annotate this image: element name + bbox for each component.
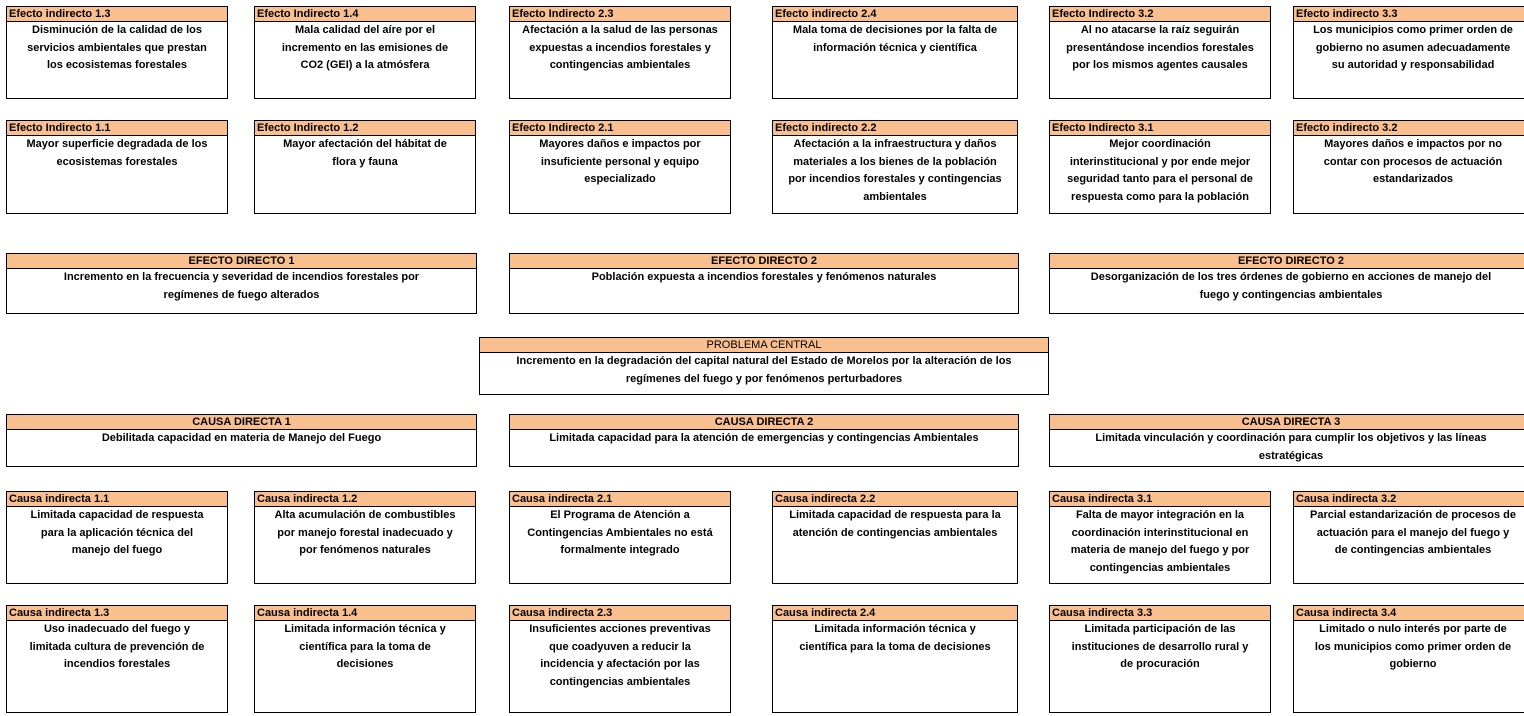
- box-text: Población expuesta a incendios forestales y fenómenos naturales: [591, 271, 937, 283]
- causa-indirecta-3-2-box: [1293, 491, 1524, 584]
- box-text: Disminución de la calidad de los servicios ambientales que prestan los ecosistemas forestales: [27, 24, 207, 71]
- box-text: Mayor superficie degradada de los ecosistemas forestales: [26, 138, 208, 168]
- box-title: Causa indirecta 1.2: [255, 492, 475, 507]
- efecto-directo-2-box: [509, 253, 1019, 314]
- box-text: Limitada información técnica y científica para la toma de decisiones: [799, 623, 991, 653]
- box-text: Limitada capacidad para la atención de emergencias y contingencias Ambientales: [549, 432, 979, 444]
- box-title: Causa indirecta 2.3: [510, 606, 730, 621]
- box-title: EFECTO DIRECTO 2: [1050, 254, 1524, 269]
- efecto-indirecto-3-2-box: [1049, 6, 1271, 99]
- box-text: Limitada capacidad de respuesta para la atención de contingencias ambientales: [789, 509, 1001, 539]
- box-text: Mayor afectación del hábitat de flora y fauna: [283, 138, 447, 168]
- box-title: Causa indirecta 3.2: [1294, 492, 1524, 507]
- box-text: Los municipios como primer orden de gobierno no asumen adecuadamente su autoridad y responsabilidad: [1313, 24, 1513, 71]
- box-text: Desorganización de los tres órdenes de gobierno en acciones de manejo del fuego y contingencias ambientales: [1090, 271, 1492, 301]
- box-title: Efecto Indirecto 1.2: [255, 121, 475, 136]
- box-text: Mala calidad del aíre por el incremento en las emisiones de CO2 (GEI) a la atmósfera: [281, 24, 449, 71]
- box-title: Causa indirecta 3.3: [1050, 606, 1270, 621]
- box-text: Debilitada capacidad en materia de Manejo del Fuego: [101, 432, 382, 444]
- causa-indirecta-2-1-box: [509, 491, 731, 584]
- box-title: PROBLEMA CENTRAL: [480, 338, 1048, 353]
- efecto-indirecto-3-1-box: [1049, 120, 1271, 214]
- efecto-indirecto-1-3-box: [6, 6, 228, 99]
- box-text: Incremento en la frecuencia y severidad de incendios forestales por regímenes de fuego alterados: [63, 271, 420, 301]
- causa-indirecta-1-2-box: [254, 491, 476, 584]
- box-title: Causa indirecta 1.3: [7, 606, 227, 621]
- problema-central-box: [479, 337, 1049, 395]
- box-title: CAUSA DIRECTA 3: [1050, 415, 1524, 430]
- box-text: Mayores daños e impactos por insuficiente personal y equipo especializado: [539, 138, 701, 185]
- box-title: Causa indirecta 1.4: [255, 606, 475, 621]
- box-title: Efecto indirecto 1.3: [7, 7, 227, 22]
- box-title: Efecto Indirecto 2.3: [510, 7, 730, 22]
- box-text: Limitada capacidad de respuesta para la aplicación técnica del manejo del fuego: [30, 509, 204, 556]
- causa-directa-1-box: [6, 414, 477, 467]
- efecto-indirecto-2-4-box: [772, 6, 1018, 99]
- box-text: Insuficientes acciones preventivas que coadyuven a reducir la incidencia y afectación por las contingencias ambientales: [529, 623, 711, 688]
- efecto-indirecto-1-4-box: [254, 6, 476, 99]
- box-text: El Programa de Atención a Contingencias Ambientales no está formalmente integrado: [527, 509, 713, 556]
- efecto-indirecto-3-3-box: [1293, 6, 1524, 99]
- box-text: Incremento en la degradación del capital natural del Estado de Morelos por la alteración de los regímenes del fuego y por fenómenos perturbadores: [516, 355, 1012, 385]
- box-title: Causa indirecta 2.4: [773, 606, 1017, 621]
- box-text: Afectación a la infraestructura y daños materiales a los bienes de la población por incendios forestales y contingencias ambientales: [788, 138, 1002, 203]
- causa-indirecta-2-4-box: [772, 605, 1018, 713]
- causa-directa-3-box: [1049, 414, 1524, 467]
- box-text: Limitada información técnica y científica para la toma de decisiones: [284, 623, 446, 670]
- box-text: Falta de mayor integración en la coordinación interinstitucional en materia de manejo del fuego y por contingencias ambientales: [1070, 509, 1250, 574]
- box-text: Mayores daños e impactos por no contar con procesos de actuación estandarizados: [1323, 138, 1503, 185]
- box-text: Mala toma de decisiones por la falta de información técnica y científica: [792, 24, 998, 54]
- box-title: Efecto Indirecto 1.1: [7, 121, 227, 136]
- box-title: Efecto indirecto 3.2: [1294, 121, 1524, 136]
- box-title: Efecto Indirecto 3.1: [1050, 121, 1270, 136]
- causa-indirecta-1-3-box: [6, 605, 228, 713]
- box-title: Efecto indirecto 3.3: [1294, 7, 1524, 22]
- causa-indirecta-2-3-box: [509, 605, 731, 713]
- box-text: Limitado o nulo interés por parte de los municipios como primer orden de gobierno: [1314, 623, 1512, 670]
- box-text: Parcial estandarización de procesos de actuación para el manejo del fuego y de contingencias ambientales: [1309, 509, 1517, 556]
- causa-indirecta-1-4-box: [254, 605, 476, 713]
- causa-indirecta-3-1-box: [1049, 491, 1271, 584]
- box-title: Efecto indirecto 2.4: [773, 7, 1017, 22]
- box-title: CAUSA DIRECTA 2: [510, 415, 1018, 430]
- box-title: Efecto Indirecto 2.1: [510, 121, 730, 136]
- efecto-indirecto-1-2-box: [254, 120, 476, 214]
- box-text: Limitada participación de las instituciones de desarrollo rural y de procuración: [1071, 623, 1249, 670]
- box-title: Causa indirecta 3.4: [1294, 606, 1524, 621]
- box-text: Limitada vinculación y coordinación para cumplir los objetivos y las líneas estratégicas: [1095, 432, 1487, 462]
- box-title: Causa indirecta 2.2: [773, 492, 1017, 507]
- causa-indirecta-2-2-box: [772, 491, 1018, 584]
- box-title: Causa indirecta 2.1: [510, 492, 730, 507]
- efecto-indirecto-1-1-box: [6, 120, 228, 214]
- efecto-indirecto-3-2-b-box: [1293, 120, 1524, 214]
- box-text: Alta acumulación de combustibles por manejo forestal inadecuado y por fenómenos naturales: [274, 509, 456, 556]
- box-text: Afectación a la salud de las personas expuestas a incendios forestales y contingencias ambientales: [522, 24, 718, 71]
- efecto-directo-1-box: [6, 253, 477, 314]
- box-title: Efecto Indirecto 3.2: [1050, 7, 1270, 22]
- box-text: Uso inadecuado del fuego y limitada cultura de prevención de incendios forestales: [29, 623, 205, 670]
- efecto-directo-3-box: [1049, 253, 1524, 314]
- efecto-indirecto-2-1-box: [509, 120, 731, 214]
- efecto-indirecto-2-2-box: [772, 120, 1018, 214]
- causa-indirecta-3-3-box: [1049, 605, 1271, 713]
- causa-indirecta-1-1-box: [6, 491, 228, 584]
- box-text: Mejor coordinación interinstitucional y por ende mejor seguridad tanto para el personal de respuesta como para la población: [1067, 138, 1253, 203]
- box-title: EFECTO DIRECTO 2: [510, 254, 1018, 269]
- efecto-indirecto-2-3-box: [509, 6, 731, 99]
- box-title: Efecto indirecto 2.2: [773, 121, 1017, 136]
- box-title: Causa indirecta 3.1: [1050, 492, 1270, 507]
- box-title: CAUSA DIRECTA 1: [7, 415, 476, 430]
- box-title: EFECTO DIRECTO 1: [7, 254, 476, 269]
- causa-indirecta-3-4-box: [1293, 605, 1524, 713]
- box-title: Causa indirecta 1.1: [7, 492, 227, 507]
- causa-directa-2-box: [509, 414, 1019, 467]
- box-text: Al no atacarse la raíz seguirán presentándose incendios forestales por los mismos agentes causales: [1066, 24, 1254, 71]
- box-title: Efecto Indirecto 1.4: [255, 7, 475, 22]
